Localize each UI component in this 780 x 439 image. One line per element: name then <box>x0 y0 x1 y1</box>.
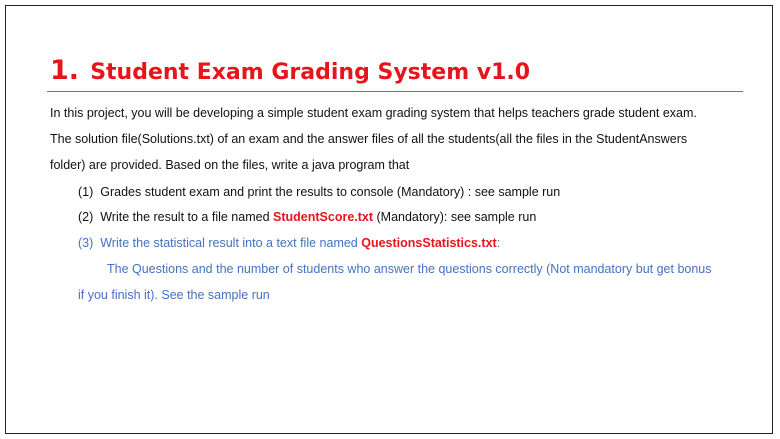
list-item-2-number: (2) <box>78 210 94 224</box>
questions-statistics-filename: QuestionsStatistics.txt <box>361 236 497 250</box>
list-item-3-detail-line-1: The Questions and the number of students who answer the questions correctly (Not mandatory but get bonus <box>107 262 712 276</box>
list-item-1-number: (1) <box>78 185 94 199</box>
intro-line-2: The solution file(Solutions.txt) of an exam and the answer files of all the students(all the files in the StudentAnswers <box>50 132 688 146</box>
list-item-3-detail-line-2: if you finish it). See the sample run <box>78 288 270 302</box>
list-item-3-number: (3) <box>78 236 94 250</box>
title-number: 1. <box>50 55 80 86</box>
list-item-2 <box>78 209 536 225</box>
list-item-1 <box>78 184 560 200</box>
slide-title <box>50 50 530 91</box>
list-item-3-text-before: Write the statistical result into a text file named <box>100 236 362 250</box>
list-item-1-text: Grades student exam and print the results to console (Mandatory) : see sample run <box>100 185 561 199</box>
list-item-3 <box>78 235 500 251</box>
intro-line-3: folder) are provided. Based on the files, write a java program that <box>50 158 410 172</box>
list-item-2-text-before: Write the result to a file named <box>100 210 274 224</box>
title-underline <box>47 91 743 92</box>
list-item-3-text-after: : <box>496 236 501 250</box>
list-item-2-text-after: (Mandatory): see sample run <box>373 210 537 224</box>
intro-line-1: In this project, you will be developing a simple student exam grading system that helps teachers grade student exam. <box>50 106 697 120</box>
title-text: Student Exam Grading System v1.0 <box>90 60 531 85</box>
student-score-filename: StudentScore.txt <box>273 210 374 224</box>
